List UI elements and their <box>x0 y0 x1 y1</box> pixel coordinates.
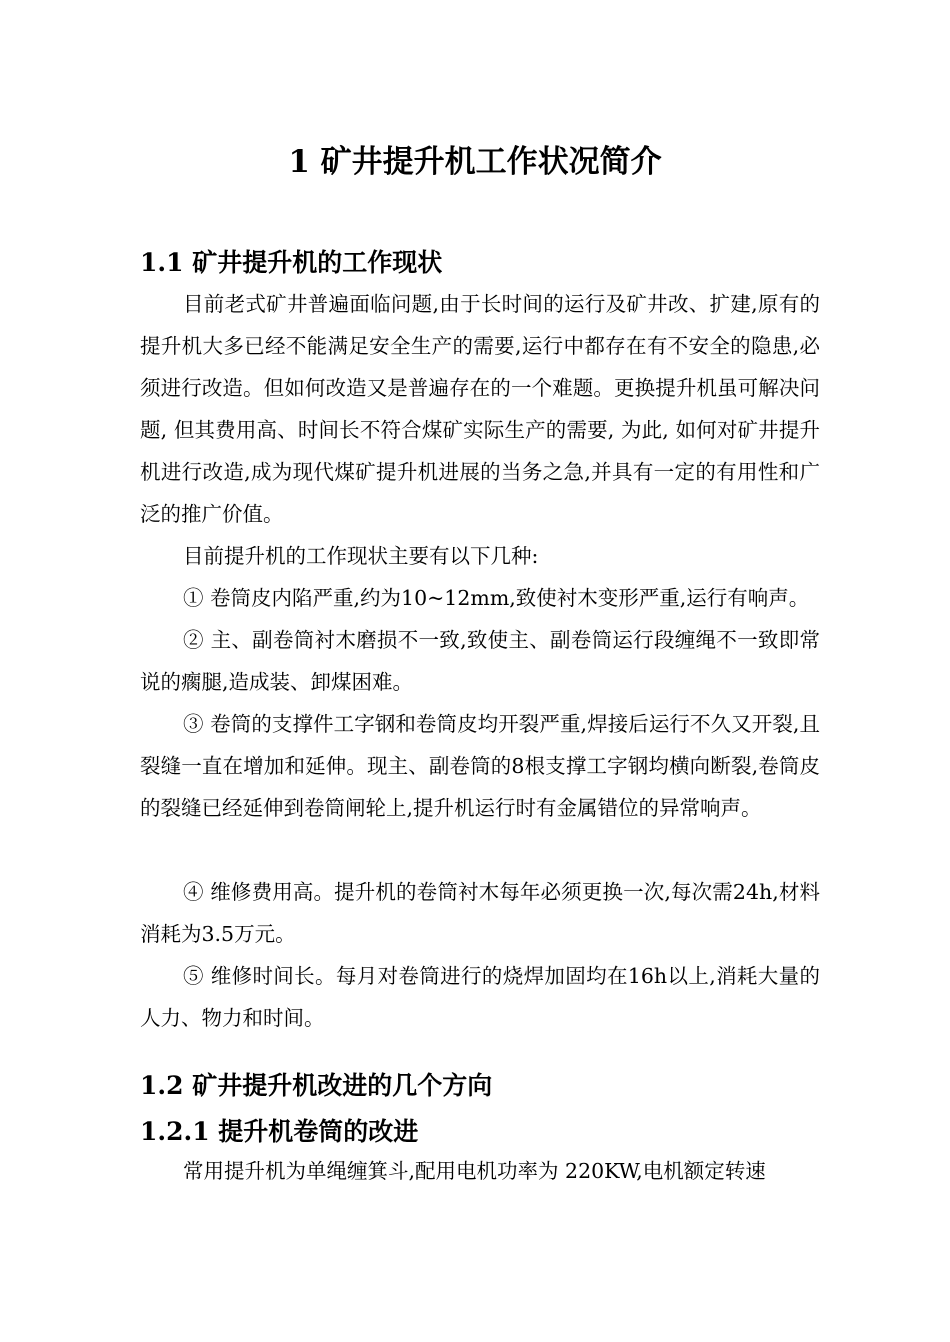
paragraph-drum-improvement: 常用提升机为单绳缠箕斗,配用电机功率为 220KW,电机额定转速 <box>183 1159 766 1183</box>
section-heading-1-1: 1.1 矿井提升机的工作现状 <box>140 248 443 277</box>
list-item-2: ② 主、副卷筒衬木磨损不一致,致使主、副卷筒运行段缠绳不一致即常说的瘸腿,造成装、卸煤困难。 <box>140 628 820 694</box>
chapter-title: 1 矿井提升机工作状况简介 <box>288 144 662 180</box>
list-item-3: ③ 卷筒的支撑件工字钢和卷筒皮均开裂严重,焊接后运行不久又开裂,且裂缝一直在增加和延伸。现主、副卷筒的8根支撑工字钢均横向断裂,卷筒皮的裂缝已经延伸到卷筒闸轮上,提升机运行时有金属错位的异常响声。 <box>140 712 820 820</box>
section-heading-1-2: 1.2 矿井提升机改进的几个方向 <box>140 1071 493 1100</box>
list-item-5: ⑤ 维修时间长。每月对卷筒进行的烧焊加固均在16h以上,消耗大量的人力、物力和时间。 <box>140 964 820 1030</box>
paragraph-current-status: 目前老式矿井普遍面临问题,由于长时间的运行及矿井改、扩建,原有的提升机大多已经不能满足安全生产的需要,运行中都存在有不安全的隐患,必须进行改造。但如何改造又是普遍存在的一个难题。更换提升机虽可解决问题, 但其费用高、时间长不符合煤矿实际生产的需要, 为此, 如何对矿井提升机进行改造,成为现代煤矿提升机进展的当务之急,并具有一定的有用性和广泛的推广价值。 <box>140 292 820 526</box>
list-item-4: ④ 维修费用高。提升机的卷筒衬木每年必须更换一次,每次需24h,材料消耗为3.5万元。 <box>140 880 820 946</box>
paragraph-status-intro: 目前提升机的工作现状主要有以下几种: <box>183 544 539 568</box>
section-heading-1-2-1: 1.2.1 提升机卷筒的改进 <box>140 1117 419 1146</box>
list-item-1: ① 卷筒皮内陷严重,约为10~12mm,致使衬木变形严重,运行有响声。 <box>183 586 810 610</box>
